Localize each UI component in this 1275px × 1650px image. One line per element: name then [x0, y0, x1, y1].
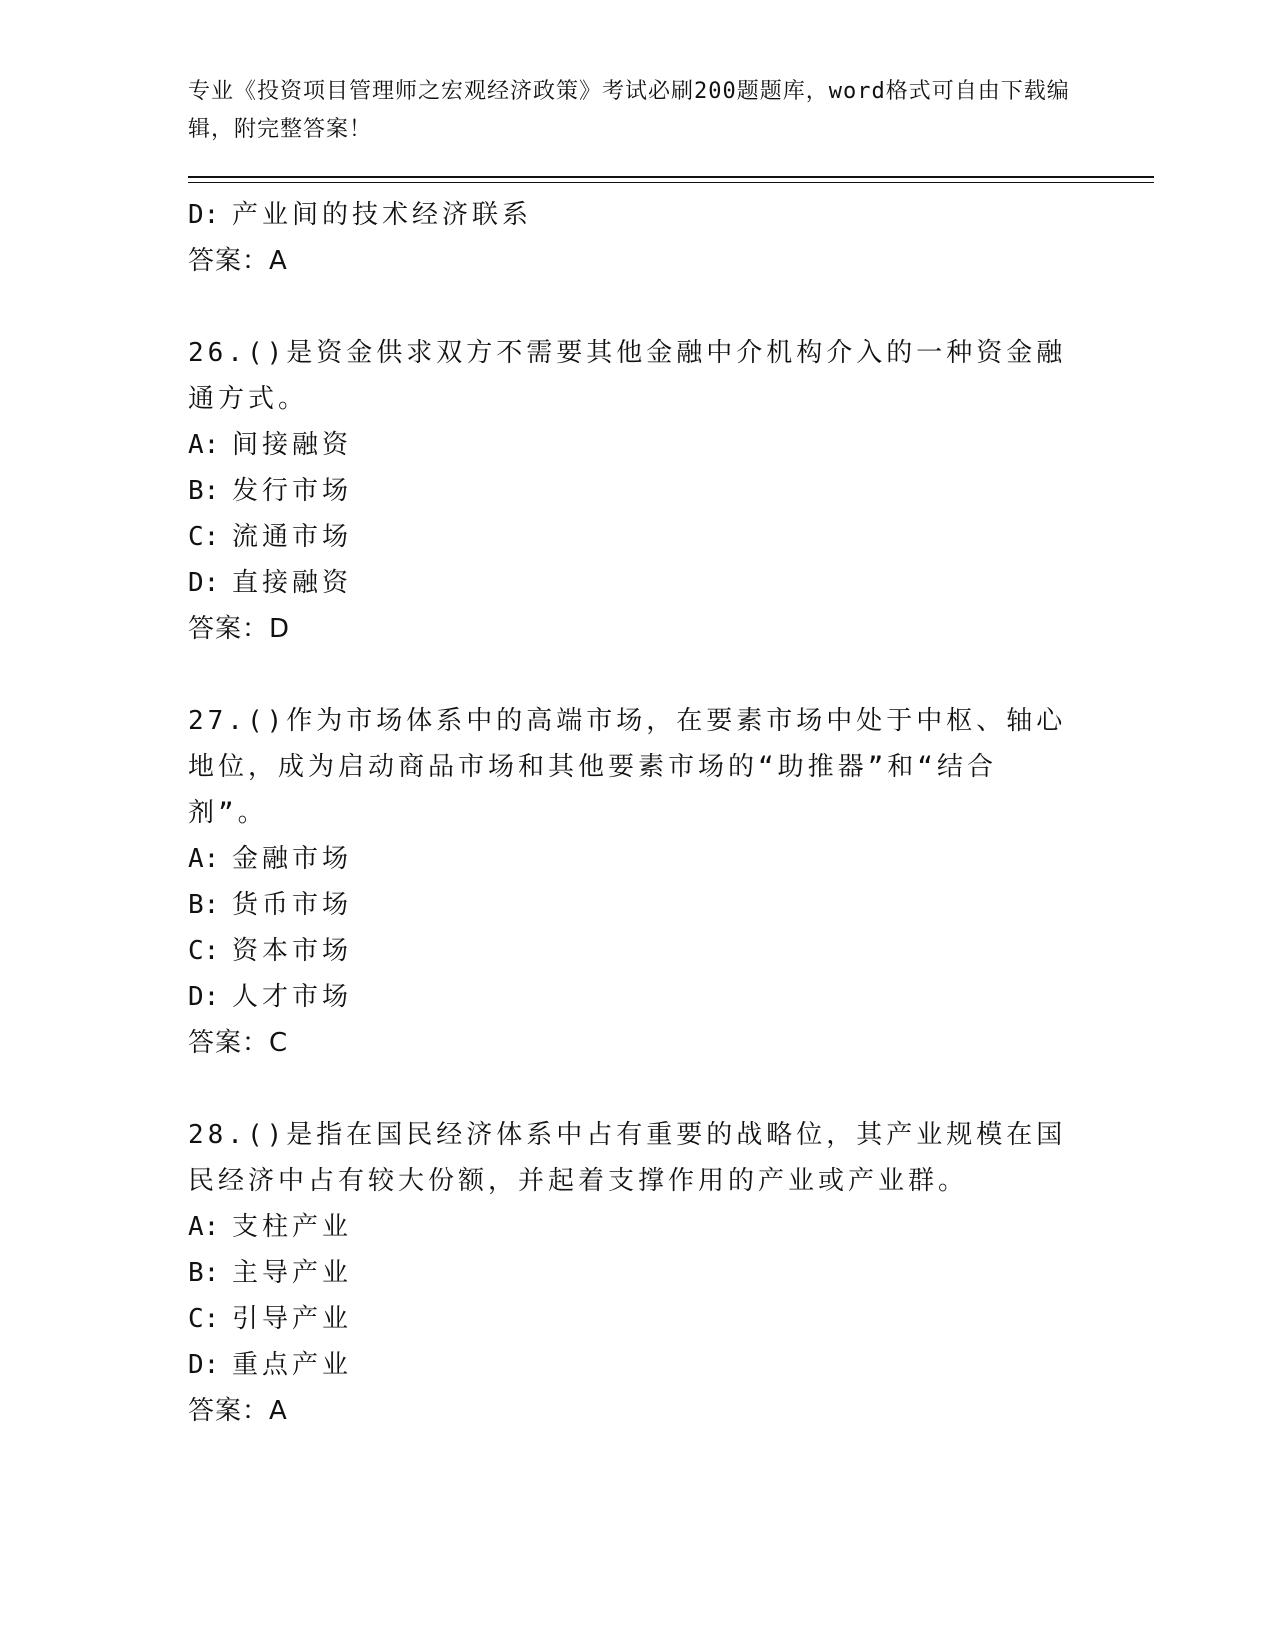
option-label: D: [188, 1350, 220, 1380]
option-text: 发行市场 [232, 476, 353, 506]
option-label: B: [188, 476, 220, 506]
spacer [188, 284, 1088, 330]
option-text: 资本市场 [232, 936, 353, 966]
carryover-answer: 答案：A [188, 246, 288, 276]
option-d [188, 560, 1088, 606]
option-text: 间接融资 [232, 430, 353, 460]
option-d [188, 974, 1088, 1020]
option-label: B: [188, 1258, 220, 1288]
option-a [188, 422, 1088, 468]
answer-line: 答案：C [188, 1028, 289, 1058]
question-stem: 26.()是资金供求双方不需要其他金融中介机构介入的一种资金融通方式。 [188, 338, 1067, 414]
option-a [188, 1204, 1088, 1250]
option-label: D: [188, 982, 220, 1012]
option-label: C: [188, 936, 220, 966]
option-label: C: [188, 522, 220, 552]
option-text: 主导产业 [232, 1258, 353, 1288]
option-label: A: [188, 844, 220, 874]
question-27 [188, 698, 1088, 1066]
option-a [188, 836, 1088, 882]
option-d [188, 1342, 1088, 1388]
document-header: 专业《投资项目管理师之宏观经济政策》考试必刷200题题库，word格式可自由下载编辑，附完整答案！ [188, 79, 1070, 142]
question-stem: 28.()是指在国民经济体系中占有重要的战略位，其产业规模在国民经济中占有较大份额，并起着支撑作用的产业或产业群。 [188, 1120, 1067, 1196]
question-26 [188, 330, 1088, 652]
question-list [188, 192, 1088, 1434]
option-label: D: [188, 200, 220, 230]
option-text: 引导产业 [232, 1304, 353, 1334]
question-28 [188, 1112, 1088, 1434]
question-stem: 27.()作为市场体系中的高端市场，在要素市场中处于中枢、轴心地位，成为启动商品市场和其他要素市场的“助推器”和“结合剂”。 [188, 706, 1067, 828]
answer-line: 答案：A [188, 1396, 288, 1426]
option-text: 人才市场 [232, 982, 353, 1012]
option-label: C: [188, 1304, 220, 1334]
option-label: B: [188, 890, 220, 920]
option-b [188, 882, 1088, 928]
header-divider-thin [188, 182, 1154, 183]
option-text: 流通市场 [232, 522, 353, 552]
option-text: 金融市场 [232, 844, 353, 874]
option-c [188, 928, 1088, 974]
option-b [188, 1250, 1088, 1296]
option-label: A: [188, 430, 220, 460]
option-c [188, 1296, 1088, 1342]
option-label: D: [188, 568, 220, 598]
option-text: 重点产业 [232, 1350, 353, 1380]
option-b [188, 468, 1088, 514]
option-c [188, 514, 1088, 560]
option-text: 产业间的技术经济联系 [232, 200, 533, 230]
header-divider-thick [188, 176, 1154, 178]
option-text: 货币市场 [232, 890, 353, 920]
option-text: 直接融资 [232, 568, 353, 598]
carryover-option [188, 192, 1088, 238]
answer-line: 答案：D [188, 614, 291, 644]
spacer [188, 652, 1088, 698]
option-text: 支柱产业 [232, 1212, 353, 1242]
spacer [188, 1066, 1088, 1112]
option-label: A: [188, 1212, 220, 1242]
